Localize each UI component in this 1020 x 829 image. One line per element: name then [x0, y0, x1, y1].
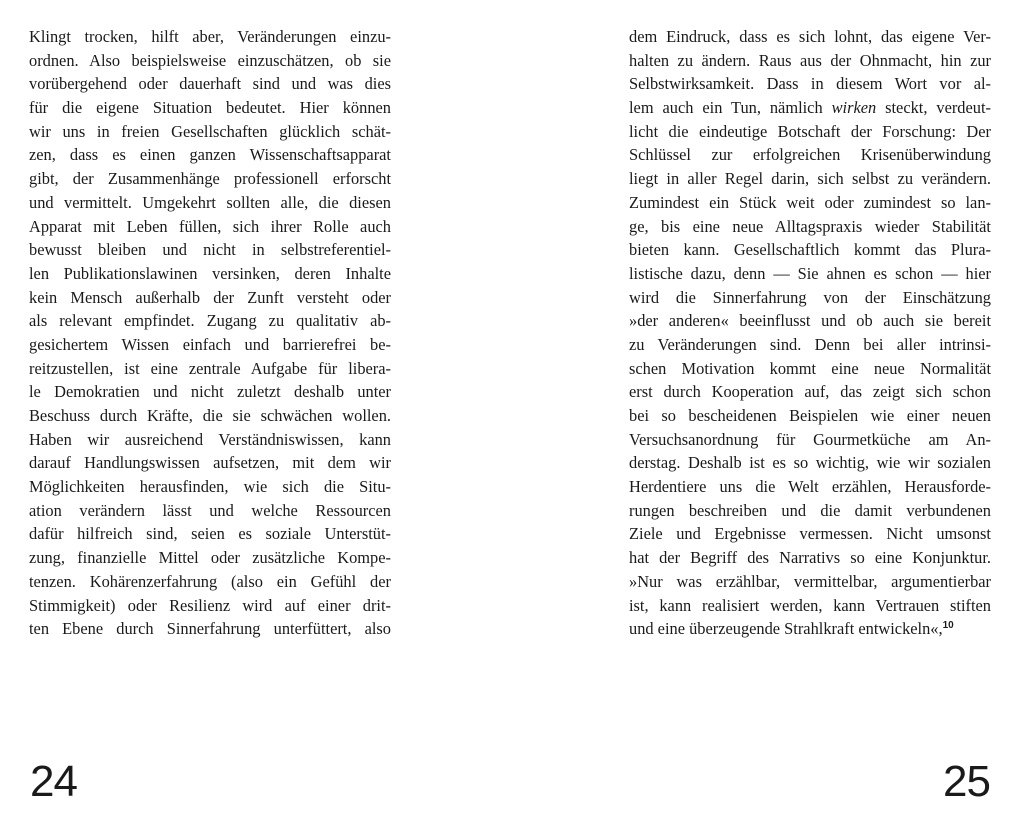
text-line: ist, kann realisiert werden, kann Vertrauen stiften [629, 595, 991, 615]
text-line: zung, finanzielle Mittel oder zusätzliche Kompe- [29, 548, 391, 568]
text-line: halten zu ändern. Raus aus der Ohnmacht, hin zur [629, 50, 991, 70]
right-page [510, 0, 1020, 829]
text-line: »Nur was erzählbar, vermittelbar, argumentierbar [629, 571, 991, 591]
text-line: erst durch Kooperation auf, das zeigt sich schon [629, 382, 991, 402]
text-line: len Publikationslawinen versinken, deren Inhalte [29, 263, 391, 283]
text-line: Beschuss durch Kräfte, die sie schwächen wollen. [29, 406, 391, 425]
text-line: als relevant empfindet. Zugang zu qualitativ ab- [29, 311, 391, 331]
text-line: Stimmigkeit) oder Resilienz wird auf einer drit- [29, 595, 391, 615]
text-line: ation verändern lässt und welche Ressourcen [29, 500, 391, 520]
right-text-column [629, 25, 991, 641]
text-line: darauf Handlungswissen aufsetzen, mit dem wir [29, 453, 391, 473]
text-line: Möglichkeiten herausfinden, wie sich die Situ- [29, 477, 391, 497]
text-line: schen Motivation kommt eine neue Normalität [629, 358, 991, 378]
text-line: »der anderen« beeinflusst und ob auch sie bereit [629, 311, 991, 331]
text-line: lem auch ein Tun, nämlich wirken steckt, verdeut- [629, 98, 991, 118]
text-line: hat der Begriff des Narrativs so eine Konjunktur. [629, 548, 991, 568]
page-number-right: 25 [943, 757, 990, 806]
text-line: ge, bis eine neue Alltagspraxis wieder Stabilität [629, 216, 991, 236]
text-line: Selbstwirksamkeit. Dass in diesem Wort vor al- [629, 74, 991, 94]
text-line: zen, dass es einen ganzen Wissenschaftsapparat [29, 145, 391, 165]
text-line: le Demokratien und nicht zuletzt deshalb unter [29, 382, 391, 402]
text-line: gesichertem Wissen einfach und barrierefrei be- [29, 334, 391, 354]
text-line-content: und eine überzeugende Strahlkraft entwickeln«, [629, 619, 943, 639]
text-line: Klingt trocken, hilft aber, Veränderungen einzu- [29, 27, 391, 46]
text-line: ordnen. Also beispielsweise einzuschätzen, ob sie [29, 50, 391, 70]
text-line: ten Ebene durch Sinnerfahrung unterfüttert, also [29, 619, 391, 639]
text-line: listische dazu, denn — Sie ahnen es schon — hier [629, 263, 991, 283]
text-line: zu Veränderungen sind. Denn bei aller intrinsi- [629, 334, 991, 354]
text-line: kein Mensch außerhalb der Zunft versteht oder [29, 287, 391, 307]
text-line: derstag. Deshalb ist es so wichtig, wie wir sozialen [629, 453, 991, 473]
text-line: bieten kann. Gesellschaftlich kommt das Plura- [629, 240, 991, 260]
text-line: dem Eindruck, dass es sich lohnt, das eigene Ver- [629, 27, 991, 46]
page-number-left: 24 [30, 757, 77, 806]
text-line: reitzustellen, ist eine zentrale Aufgabe für libera- [29, 358, 391, 378]
text-line: Versuchsanordnung für Gourmetküche am An- [629, 429, 991, 449]
text-line: bewusst bleiben und nicht in selbstreferentiel- [29, 240, 391, 260]
text-line: Herdentiere uns die Welt erzählen, Herausforde- [629, 477, 991, 497]
emphasized-word: wirken [831, 98, 877, 118]
text-line: Haben wir ausreichend Verständniswissen, kann [29, 429, 391, 449]
text-line: für die eigene Situation bedeutet. Hier können [29, 98, 391, 118]
text-line: gibt, der Zusammenhänge professionell erforscht [29, 169, 391, 189]
text-line-last [629, 617, 991, 641]
left-text-column [29, 25, 391, 641]
text-line: Zumindest ein Stück weit oder zumindest so lan- [629, 192, 991, 212]
text-line: liegt in aller Regel darin, sich selbst zu verändern. [629, 169, 991, 189]
text-line: Ziele und Ergebnisse vermessen. Nicht umsonst [629, 524, 991, 544]
text-line: rungen beschreiben und die damit verbundenen [629, 500, 991, 520]
text-line: und vermittelt. Umgekehrt sollten alle, die diesen [29, 192, 391, 212]
text-line: wird die Sinnerfahrung von der Einschätzung [629, 287, 991, 307]
text-line: Schlüssel zur erfolgreichen Krisenüberwindung [629, 145, 991, 165]
text-line: licht die eindeutige Botschaft der Forschung: Der [629, 121, 991, 141]
text-line: bei so bescheidenen Beispielen wie einer neuen [629, 406, 991, 425]
text-line: Apparat mit Leben füllen, sich ihrer Rolle auch [29, 216, 391, 236]
footnote-marker[interactable]: 10 [942, 620, 954, 632]
text-line: tenzen. Kohärenzerfahrung (also ein Gefühl der [29, 571, 391, 591]
text-line: dafür hilfreich sind, seien es soziale Unterstüt- [29, 524, 391, 544]
text-line: vorübergehend oder dauerhaft sind und was dies [29, 74, 391, 94]
text-line: wir uns in freien Gesellschaften glücklich schät- [29, 121, 391, 141]
